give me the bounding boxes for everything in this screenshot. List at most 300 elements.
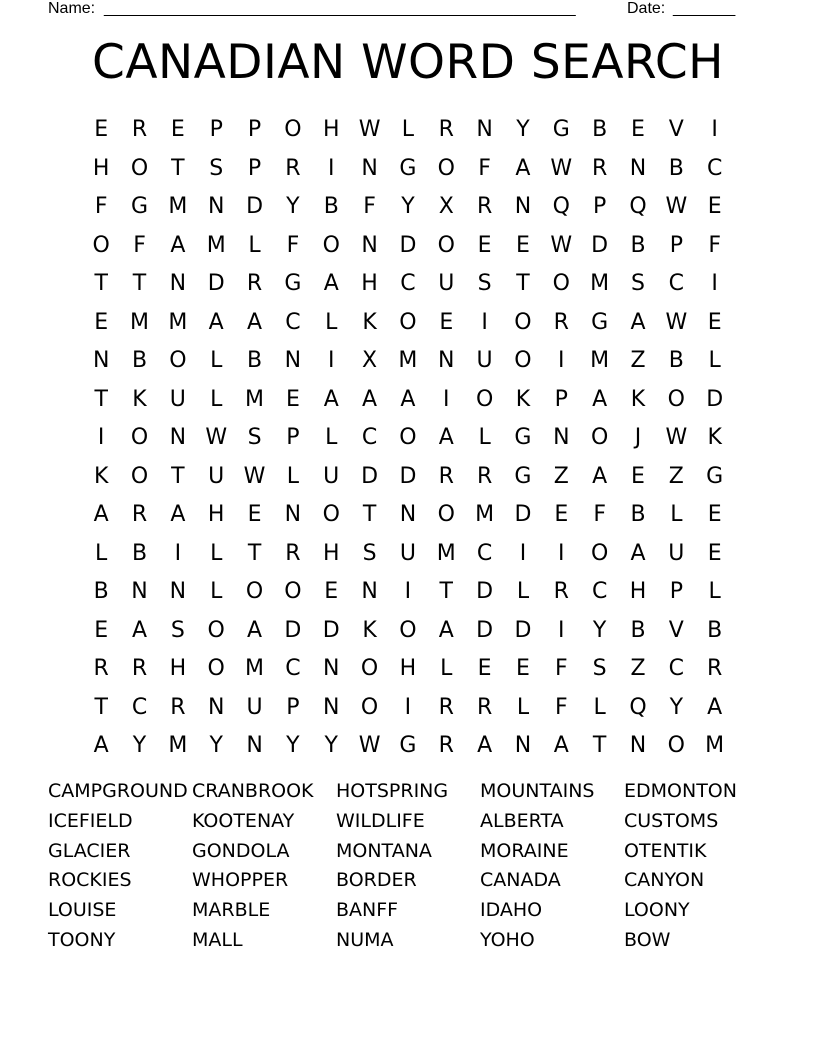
grid-letter[interactable]: O [399, 617, 417, 643]
grid-letter[interactable]: D [476, 579, 494, 604]
grid-letter[interactable]: T [171, 155, 185, 181]
grid-letter[interactable]: U [399, 540, 416, 566]
grid-letter[interactable]: E [516, 232, 530, 258]
grid-letter[interactable]: D [399, 232, 417, 258]
grid-letter[interactable]: A [477, 733, 493, 758]
grid-letter[interactable]: H [207, 502, 225, 527]
grid-letter[interactable]: E [477, 656, 492, 681]
grid-letter[interactable]: W [243, 463, 266, 489]
grid-letter[interactable]: G [399, 155, 417, 181]
grid-letter[interactable]: I [97, 425, 105, 450]
grid-letter[interactable]: B [93, 579, 109, 604]
grid-letter[interactable]: D [514, 617, 532, 643]
grid-letter[interactable]: X [362, 348, 378, 373]
grid-letter[interactable]: K [93, 463, 109, 489]
grid-letter[interactable]: N [92, 348, 110, 373]
grid-letter[interactable]: I [558, 540, 565, 566]
grid-letter[interactable]: U [169, 386, 186, 412]
grid-letter[interactable]: E [170, 117, 185, 142]
grid-letter[interactable]: E [94, 117, 109, 142]
grid-letter[interactable]: F [593, 502, 606, 527]
grid-letter[interactable]: N [361, 232, 378, 258]
grid-letter[interactable]: P [669, 579, 683, 604]
grid-letter[interactable]: E [707, 194, 722, 219]
grid-letter[interactable]: F [478, 155, 491, 181]
grid-letter[interactable]: P [209, 117, 223, 142]
grid-letter[interactable]: R [246, 271, 263, 296]
grid-letter[interactable]: A [515, 155, 531, 181]
grid-letter[interactable]: N [629, 733, 647, 758]
grid-letter[interactable]: Y [516, 117, 530, 142]
grid-letter[interactable]: O [360, 694, 379, 720]
grid-letter[interactable]: X [438, 194, 454, 219]
word-list-item: YOHO [480, 928, 535, 951]
grid-letter[interactable]: O [322, 502, 340, 527]
grid-letter[interactable]: O [360, 656, 379, 681]
grid-letter[interactable]: A [553, 733, 569, 758]
grid-letter[interactable]: M [245, 656, 265, 681]
grid-letter[interactable]: R [131, 117, 148, 142]
grid-letter[interactable]: R [438, 117, 454, 142]
grid-letter[interactable]: Q [629, 194, 647, 219]
grid-letter[interactable]: N [553, 425, 570, 450]
grid-letter[interactable]: U [246, 694, 263, 720]
grid-letter[interactable]: E [516, 656, 530, 681]
grid-letter[interactable]: S [592, 656, 607, 681]
grid-letter[interactable]: A [247, 309, 263, 335]
grid-letter[interactable]: E [631, 117, 645, 142]
grid-letter[interactable]: U [208, 463, 225, 489]
grid-letter[interactable]: B [630, 502, 646, 527]
grid-letter[interactable]: G [514, 463, 532, 489]
grid-letter[interactable]: E [324, 579, 339, 604]
grid-letter[interactable]: A [592, 463, 608, 489]
grid-letter[interactable]: R [553, 579, 569, 604]
grid-letter[interactable]: N [284, 502, 302, 527]
grid-letter[interactable]: O [207, 656, 225, 681]
grid-letter[interactable]: L [210, 348, 223, 373]
grid-letter[interactable]: K [630, 386, 646, 412]
grid-letter[interactable]: O [437, 232, 455, 258]
grid-letter[interactable]: Y [669, 694, 684, 720]
grid-letter[interactable]: I [404, 694, 412, 720]
grid-letter[interactable]: N [361, 579, 378, 604]
grid-letter[interactable]: M [130, 309, 149, 335]
grid-letter[interactable]: R [476, 463, 493, 489]
grid-letter[interactable]: E [477, 232, 492, 258]
grid-letter[interactable]: S [170, 617, 185, 643]
grid-letter[interactable]: L [210, 540, 223, 566]
grid-letter[interactable]: E [94, 309, 109, 335]
grid-letter[interactable]: S [247, 425, 262, 450]
grid-letter[interactable]: O [667, 733, 685, 758]
grid-letter[interactable]: L [593, 694, 606, 720]
grid-letter[interactable]: T [247, 540, 262, 566]
grid-letter[interactable]: B [707, 617, 723, 643]
grid-letter[interactable]: Z [668, 463, 684, 489]
grid-letter[interactable]: L [516, 579, 530, 604]
grid-letter[interactable]: B [131, 348, 148, 373]
grid-letter[interactable]: A [170, 502, 186, 527]
grid-letter[interactable]: Y [592, 617, 607, 643]
grid-letter[interactable]: O [475, 386, 494, 412]
grid-letter[interactable]: N [514, 733, 532, 758]
grid-letter[interactable]: A [208, 309, 224, 335]
grid-letter[interactable]: D [476, 617, 494, 643]
grid-letter[interactable]: L [210, 579, 223, 604]
grid-letter[interactable]: E [439, 309, 454, 335]
grid-letter[interactable]: P [593, 194, 607, 219]
grid-letter[interactable]: M [168, 194, 188, 219]
grid-letter[interactable]: M [436, 540, 456, 566]
grid-letter[interactable]: I [558, 348, 565, 373]
grid-letter[interactable]: V [668, 117, 684, 142]
grid-letter[interactable]: E [247, 502, 262, 527]
grid-letter[interactable]: C [706, 155, 723, 181]
grid-letter[interactable]: W [550, 232, 573, 258]
grid-letter[interactable]: S [362, 540, 377, 566]
grid-letter[interactable]: O [284, 579, 302, 604]
grid-letter[interactable]: A [707, 694, 723, 720]
grid-letter[interactable]: B [131, 540, 148, 566]
grid-letter[interactable]: E [707, 502, 722, 527]
grid-letter[interactable]: W [205, 425, 228, 450]
grid-letter[interactable]: L [401, 117, 415, 142]
grid-letter[interactable]: D [246, 194, 264, 219]
grid-letter[interactable]: M [206, 232, 226, 258]
grid-letter[interactable]: O [284, 117, 302, 142]
grid-letter[interactable]: R [553, 309, 569, 335]
grid-letter[interactable]: L [248, 232, 261, 258]
grid-letter[interactable]: N [169, 579, 187, 604]
grid-letter[interactable]: M [590, 271, 610, 296]
grid-letter[interactable]: D [514, 502, 532, 527]
grid-letter[interactable]: Q [629, 694, 647, 720]
grid-letter[interactable]: C [591, 579, 608, 604]
grid-letter[interactable]: R [170, 694, 186, 720]
grid-letter[interactable]: B [630, 617, 646, 643]
grid-letter[interactable]: B [247, 348, 263, 373]
grid-letter[interactable]: W [665, 194, 688, 219]
grid-letter[interactable]: D [207, 271, 225, 296]
grid-letter[interactable]: I [174, 540, 182, 566]
grid-letter[interactable]: O [207, 617, 225, 643]
grid-letter[interactable]: A [362, 386, 378, 412]
grid-letter[interactable]: L [708, 579, 721, 604]
grid-letter[interactable]: F [94, 194, 108, 219]
grid-letter[interactable]: U [668, 540, 685, 566]
date-field[interactable]: _______ [673, 0, 736, 17]
grid-letter[interactable]: L [286, 463, 300, 489]
grid-letter[interactable]: R [707, 656, 723, 681]
grid-letter[interactable]: H [361, 271, 378, 296]
grid-letter[interactable]: G [591, 309, 609, 335]
grid-letter[interactable]: G [514, 425, 532, 450]
grid-row [82, 573, 734, 612]
grid-letter[interactable]: R [131, 656, 148, 681]
grid-letter[interactable]: H [92, 155, 110, 181]
word-list-item: CUSTOMS [624, 809, 719, 832]
grid-letter[interactable]: D [284, 617, 302, 643]
grid-letter[interactable]: Y [286, 733, 300, 758]
grid-letter[interactable]: O [590, 540, 609, 566]
grid-letter[interactable]: U [323, 463, 340, 489]
grid-letter[interactable]: I [327, 348, 335, 373]
grid-letter[interactable]: O [130, 155, 149, 181]
grid-letter[interactable]: N [207, 694, 225, 720]
grid-letter[interactable]: L [440, 656, 453, 681]
grid-letter[interactable]: L [95, 540, 108, 566]
grid-letter[interactable]: B [668, 155, 684, 181]
grid-letter[interactable]: P [286, 694, 300, 720]
grid-letter[interactable]: K [515, 386, 531, 412]
grid-letter[interactable]: R [591, 155, 608, 181]
grid-letter[interactable]: C [361, 425, 378, 450]
grid-letter[interactable]: A [438, 617, 454, 643]
grid-letter[interactable]: P [286, 425, 300, 450]
grid-letter[interactable]: F [554, 694, 568, 720]
grid-letter[interactable]: K [362, 617, 377, 643]
grid-letter[interactable]: N [476, 117, 493, 142]
grid-letter[interactable]: H [629, 579, 647, 604]
grid-letter[interactable]: N [323, 694, 340, 720]
grid-letter[interactable]: H [399, 656, 417, 681]
grid-letter[interactable]: G [706, 463, 724, 489]
grid-letter[interactable]: T [94, 271, 108, 296]
grid-letter[interactable]: D [591, 232, 609, 258]
grid-letter[interactable]: A [170, 232, 186, 258]
grid-letter[interactable]: I [711, 271, 718, 296]
grid-letter[interactable]: K [362, 309, 377, 335]
grid-letter[interactable]: N [169, 425, 187, 450]
grid-letter[interactable]: O [437, 502, 455, 527]
grid-letter[interactable]: E [707, 309, 722, 335]
grid-letter[interactable]: C [668, 656, 685, 681]
grid-row [82, 535, 734, 574]
grid-letter[interactable]: L [210, 386, 223, 412]
grid-letter[interactable]: I [481, 309, 488, 335]
grid-letter[interactable]: H [322, 540, 340, 566]
grid-letter[interactable]: N [629, 155, 647, 181]
grid-letter[interactable]: T [439, 579, 453, 604]
grid-letter[interactable]: N [399, 502, 417, 527]
grid-letter[interactable]: O [514, 309, 532, 335]
grid-letter[interactable]: Z [630, 348, 646, 373]
grid-letter[interactable]: A [93, 502, 109, 527]
grid-letter[interactable]: N [514, 194, 532, 219]
grid-letter[interactable]: N [323, 656, 340, 681]
grid-letter[interactable]: O [130, 463, 149, 489]
grid-letter[interactable]: C [285, 656, 301, 681]
grid-letter[interactable]: O [399, 425, 417, 450]
name-field[interactable]: _____________________________________________________ [104, 0, 576, 17]
grid-letter[interactable]: F [133, 232, 146, 258]
grid-letter[interactable]: D [706, 386, 724, 412]
grid-letter[interactable]: V [668, 617, 684, 643]
grid-letter[interactable]: E [631, 463, 645, 489]
grid-letter[interactable]: L [516, 694, 530, 720]
grid-letter[interactable]: Y [401, 194, 415, 219]
grid-letter[interactable]: N [284, 348, 302, 373]
grid-letter[interactable]: R [476, 694, 493, 720]
grid-letter[interactable]: D [399, 463, 417, 489]
word-list-item: CANADA [480, 869, 561, 892]
grid-letter[interactable]: M [245, 386, 265, 412]
grid-letter[interactable]: M [168, 733, 188, 758]
grid-letter[interactable]: O [514, 348, 532, 373]
grid-letter[interactable]: H [322, 117, 340, 142]
grid-letter[interactable]: T [362, 502, 377, 527]
grid-letter[interactable]: I [558, 617, 565, 643]
grid-letter[interactable]: M [705, 733, 725, 758]
grid-letter[interactable]: A [438, 425, 454, 450]
grid-letter[interactable]: A [400, 386, 416, 412]
grid-letter[interactable]: O [399, 309, 417, 335]
grid-letter[interactable]: S [631, 271, 645, 296]
grid-letter[interactable]: A [93, 733, 109, 758]
grid-letter[interactable]: N [361, 155, 378, 181]
grid-letter[interactable]: E [285, 386, 300, 412]
grid-letter[interactable]: P [554, 386, 568, 412]
grid-letter[interactable]: O [667, 386, 685, 412]
grid-letter[interactable]: L [325, 309, 338, 335]
grid-letter[interactable]: Y [209, 733, 223, 758]
grid-letter[interactable]: M [590, 348, 610, 373]
grid-letter[interactable]: P [247, 117, 262, 142]
grid-letter[interactable]: B [323, 194, 339, 219]
word-list-item: BORDER [336, 869, 417, 892]
grid-letter[interactable]: I [519, 540, 527, 566]
grid-letter[interactable]: F [554, 656, 568, 681]
grid-letter[interactable]: G [552, 117, 570, 142]
grid-letter[interactable]: O [552, 271, 570, 296]
grid-letter[interactable]: O [437, 155, 455, 181]
grid-letter[interactable]: Y [132, 733, 147, 758]
grid-letter[interactable]: I [711, 117, 718, 142]
grid-letter[interactable]: K [707, 425, 722, 450]
grid-letter[interactable]: A [630, 309, 646, 335]
grid-letter[interactable]: D [322, 617, 340, 643]
grid-letter[interactable]: R [476, 194, 493, 219]
grid-letter[interactable]: D [361, 463, 379, 489]
grid-letter[interactable]: O [169, 348, 187, 373]
grid-letter[interactable]: L [478, 425, 491, 450]
grid-letter[interactable]: A [630, 540, 646, 566]
word-list-item: KOOTENAY [192, 809, 295, 832]
grid-letter[interactable]: S [209, 155, 224, 181]
grid-letter[interactable]: A [247, 617, 263, 643]
grid-letter[interactable]: O [322, 232, 340, 258]
grid-letter[interactable]: F [363, 194, 376, 219]
grid-letter[interactable]: R [438, 733, 454, 758]
name-label: Name: [48, 0, 96, 17]
grid-letter[interactable]: Z [553, 463, 569, 489]
grid-letter[interactable]: T [171, 463, 185, 489]
grid-letter[interactable]: Y [324, 733, 338, 758]
grid-letter[interactable]: C [131, 694, 148, 720]
grid-letter[interactable]: G [130, 194, 149, 219]
grid-letter[interactable]: T [94, 694, 108, 720]
grid-letter[interactable]: O [130, 425, 149, 450]
grid-letter[interactable]: M [168, 309, 188, 335]
grid-letter[interactable]: O [590, 425, 609, 450]
grid-letter[interactable]: E [94, 617, 109, 643]
grid-letter[interactable]: R [285, 540, 301, 566]
grid-letter[interactable]: M [398, 348, 418, 373]
grid-letter[interactable]: B [630, 232, 646, 258]
grid-letter[interactable]: B [668, 348, 684, 373]
grid-letter[interactable]: C [285, 309, 301, 335]
grid-letter[interactable]: G [284, 271, 302, 296]
grid-letter[interactable]: U [476, 348, 493, 373]
grid-letter[interactable]: J [634, 425, 642, 450]
grid-letter[interactable]: O [245, 579, 264, 604]
grid-letter[interactable]: W [358, 117, 381, 142]
grid-letter[interactable]: H [169, 656, 187, 681]
grid-letter[interactable]: T [94, 386, 108, 412]
grid-letter[interactable]: T [132, 271, 147, 296]
grid-letter[interactable]: W [665, 309, 688, 335]
grid-letter[interactable]: S [477, 271, 492, 296]
grid-letter[interactable]: W [550, 155, 573, 181]
grid-letter[interactable]: F [708, 232, 721, 258]
grid-letter[interactable]: L [670, 502, 683, 527]
grid-letter[interactable]: Q [552, 194, 570, 219]
grid-letter[interactable]: B [592, 117, 608, 142]
grid-letter[interactable]: U [438, 271, 455, 296]
grid-letter[interactable]: E [707, 540, 722, 566]
grid-letter[interactable]: P [247, 155, 262, 181]
grid-letter[interactable]: G [399, 733, 417, 758]
grid-letter[interactable]: R [438, 694, 454, 720]
grid-letter[interactable]: C [668, 271, 685, 296]
grid-letter[interactable]: Z [630, 656, 646, 681]
grid-letter[interactable]: I [443, 386, 450, 412]
grid-letter[interactable]: N [131, 579, 148, 604]
grid-letter[interactable]: E [554, 502, 569, 527]
grid-letter[interactable]: M [475, 502, 495, 527]
grid-letter[interactable]: T [516, 271, 530, 296]
grid-letter[interactable]: A [323, 386, 339, 412]
grid-letter[interactable]: A [592, 386, 608, 412]
grid-letter[interactable]: W [665, 425, 688, 450]
grid-letter[interactable]: C [476, 540, 493, 566]
grid-row [82, 612, 734, 651]
grid-letter[interactable]: T [592, 733, 607, 758]
grid-letter[interactable]: R [131, 502, 148, 527]
grid-letter[interactable]: F [286, 232, 300, 258]
grid-letter[interactable]: R [93, 656, 109, 681]
grid-letter[interactable]: A [131, 617, 148, 643]
grid-letter[interactable]: N [438, 348, 455, 373]
grid-letter[interactable]: R [438, 463, 454, 489]
grid-letter[interactable]: L [708, 348, 721, 373]
grid-letter[interactable]: L [325, 425, 338, 450]
grid-letter[interactable]: C [400, 271, 416, 296]
grid-letter[interactable]: I [404, 579, 412, 604]
grid-letter[interactable]: P [669, 232, 683, 258]
grid-letter[interactable]: K [132, 386, 147, 412]
grid-letter[interactable]: N [246, 733, 263, 758]
grid-letter[interactable]: I [327, 155, 335, 181]
grid-letter[interactable]: W [358, 733, 381, 758]
grid-letter[interactable]: N [169, 271, 187, 296]
grid-letter[interactable]: N [207, 194, 225, 219]
grid-letter[interactable]: A [323, 271, 339, 296]
grid-letter[interactable]: Y [286, 194, 300, 219]
grid-letter[interactable]: R [285, 155, 301, 181]
grid-letter[interactable]: O [92, 232, 110, 258]
